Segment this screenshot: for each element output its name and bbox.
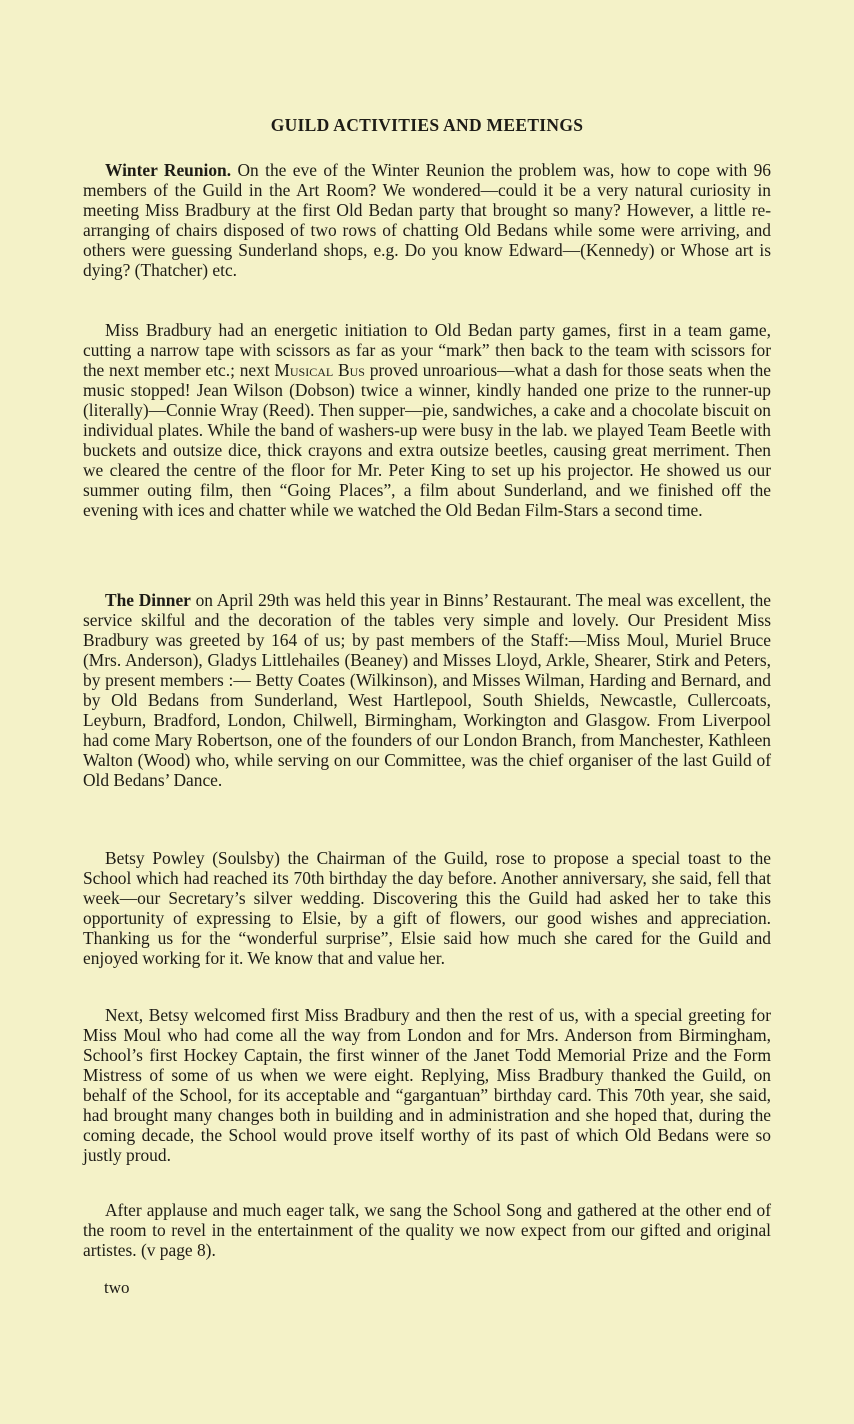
paragraph-text: After applause and much eager talk, we sang the School Song and gathered at the other end of the room to revel in the entertainment of the quality we now expect from our gifted and original artistes. (v page 8). <box>83 1200 771 1260</box>
paragraph-text: Next, Betsy welcomed first Miss Bradbury and then the rest of us, with a special greeting for Miss Moul who had come all the way from London and for Mrs. Anderson from Birmingham, School’s first Hockey Captain, the first winner of the Janet Todd Memorial Prize and the Form Mistress of some of us when we were eight. Replying, Miss Bradbury thanked the Guild, on behalf of the School, for its acceptable and “gargantuan” birthday card. This 70th year, she said, had brought many changes both in building and in administration and she hoped that, during the coming decade, the School would prove itself worthy of its past of which Old Bedans were so justly proud. <box>83 1005 771 1165</box>
paragraph-dinner <box>83 590 771 790</box>
page-number: two <box>104 1278 130 1297</box>
paragraph-lead: The Dinner <box>105 590 191 610</box>
paragraph-welcome <box>83 1005 771 1165</box>
paragraph-text: proved unroarious—what a dash for those seats when the music stopped! Jean Wilson (Dobson) twice a winner, kindly handed one prize to the runner-up (literally)—Connie Wray (Reed). Then supper—pie, sandwiches, a cake and a chocolate biscuit on individual plates. While the band of washers-up were busy in the lab. we played Team Beetle with buckets and outsize dice, thick crayons and extra outsize beetles, causing great merriment. Then we cleared the centre of the floor for Mr. Peter King to set up his projector. He showed us our summer outing film, then “Going Places”, a film about Sunderland, and we finished off the evening with ices and chatter while we watched the Old Bedan Film-Stars a second time. <box>83 360 772 520</box>
paragraph-school-song <box>83 1200 771 1260</box>
paragraph-party-games <box>83 320 771 520</box>
paragraph-lead: Winter Reunion. <box>105 160 232 180</box>
paragraph-winter-reunion <box>83 160 771 280</box>
paragraph-text: Miss Bradbury had an energetic initiation to Old Bedan party games, first in a team game, cutting a narrow tape with scissors as far as your “mark” then back to the team with scissors for the next member etc.; next <box>83 320 771 380</box>
paragraph-text: on April 29th was held this year in Binns’ Restaurant. The meal was excellent, the service skilful and the decoration of the tables very simple and lovely. Our President Miss Bradbury was greeted by 164 of us; by past members of the Staff:—Miss Moul, Muriel Bruce (Mrs. Anderson), Gladys Littlehailes (Beaney) and Misses Lloyd, Arkle, Shearer, Stirk and Peters, by present members :— Betty Coates (Wilkinson), and Misses Wilman, Harding and Bernard, and by Old Bedans from Sunderland, West Hartlepool, South Shields, Newcastle, Cullercoats, Leyburn, Bradford, London, Chilwell, Birmingham, Workington and Glasgow. From Liverpool had come Mary Robertson, one of the founders of our London Branch, from Manchester, Kathleen Walton (Wood) who, while serving on our Committee, was the chief organiser of the last Guild of Old Bedans’ Dance. <box>83 590 772 790</box>
paragraph-toast <box>83 848 771 968</box>
game-name: Musical Bus <box>274 360 365 380</box>
paragraph-text: Betsy Powley (Soulsby) the Chairman of the Guild, rose to propose a special toast to the School which had reached its 70th birthday the day before. Another anniversary, she said, fell that week—our Secretary’s silver wedding. Discovering this the Guild had asked her to take this opportunity of expressing to Elsie, by a gift of flowers, our good wishes and appreciation. Thanking us for the “wonderful surprise”, Elsie said how much she cared for the Guild and enjoyed working for it. We know that and value her. <box>83 848 771 968</box>
page-heading: GUILD ACTIVITIES AND MEETINGS <box>270 115 584 135</box>
paragraph-text: On the eve of the Winter Reunion the problem was, how to cope with 96 members of the Guild in the Art Room? We wondered—could it be a very natural curiosity in meeting Miss Bradbury at the first Old Bedan party that brought so many? However, a little re-arranging of chairs disposed of two rows of chatting Old Bedans while some were arriving, and others were guessing Sunderland shops, e.g. Do you know Edward—(Kennedy) or Whose art is dying? (Thatcher) etc. <box>83 160 771 280</box>
